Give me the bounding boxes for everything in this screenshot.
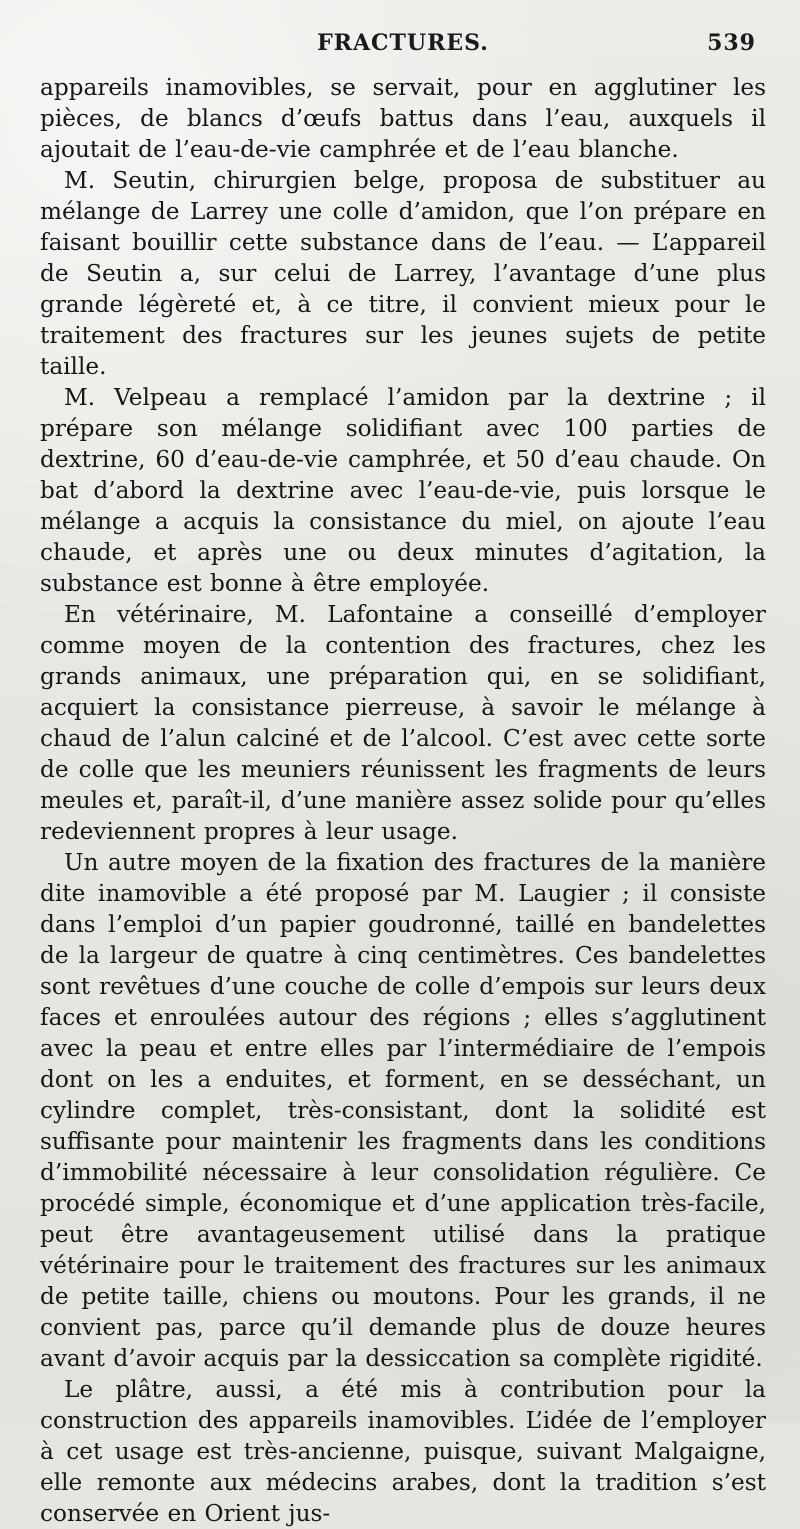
paragraph: En vétérinaire, M. Lafontaine a conseillé d’employer comme moyen de la contention des fractures, chez les grands animaux, une préparation qui, en se solidifiant, acquiert la consistance pierreuse, à savoir le mélange à chaud de l’alun calciné et de l’alcool. C’est avec cette sorte de colle que les meuniers réunissent les fragments de leurs meules et, paraît-il, d’une manière assez solide pour qu’elles redeviennent propres à leur usage. <box>40 601 766 845</box>
paragraph: M. Velpeau a remplacé l’amidon par la dextrine ; il prépare son mélange solidifiant avec 100 parties de dextrine, 60 d’eau-de-vie camphrée, et 50 d’eau chaude. On bat d’abord la dextrine avec l’eau-de-vie, puis lorsque le mélange a acquis la consistance du miel, on ajoute l’eau chaude, et après une ou deux minutes d’agitation, la substance est bonne à être employée. <box>40 384 766 597</box>
paragraph: Le plâtre, aussi, a été mis à contribution pour la construction des appareils inamovibles. L’idée de l’employer à cet usage est très-ancienne, puisque, suivant Malgaigne, elle remonte aux médecins arabes, dont la tradition s’est conservée en Orient jus- <box>40 1376 766 1527</box>
running-header <box>40 26 766 64</box>
chapter-title: FRACTURES. <box>317 30 489 56</box>
paragraph: M. Seutin, chirurgien belge, proposa de substituer au mélange de Larrey une colle d’amidon, que l’on prépare en faisant bouillir cette substance dans de l’eau. — L’appareil de Seutin a, sur celui de Larrey, l’avantage d’une plus grande légèreté et, à ce titre, il convient mieux pour le traitement des fractures sur les jeunes sujets de petite taille. <box>40 167 766 380</box>
page-number: 539 <box>707 30 756 56</box>
paragraph: appareils inamovibles, se servait, pour en agglutiner les pièces, de blancs d’œufs battus dans l’eau, auxquels il ajoutait de l’eau-de-vie camphrée et de l’eau blanche. <box>40 74 766 163</box>
body-text <box>40 72 766 1529</box>
paragraph: Un autre moyen de la fixation des fractures de la manière dite inamovible a été proposé par M. Laugier ; il consiste dans l’emploi d’un papier goudronné, taillé en bandelettes de la largeur de quatre à cinq centimètres. Ces bandelettes sont revêtues d’une couche de colle d’empois sur leurs deux faces et enroulées autour des régions ; elles s’agglutinent avec la peau et entre elles par l’intermédiaire de l’empois dont on les a enduites, et forment, en se desséchant, un cylindre complet, très-consistant, dont la solidité est suffisante pour maintenir les fragments dans les conditions d’immobilité nécessaire à leur consolidation régulière. Ce procédé simple, économique et d’une application très-facile, peut être avantageusement utilisé dans la pratique vétérinaire pour le traitement des fractures sur les animaux de petite taille, chiens ou moutons. Pour les grands, il ne convient pas, parce qu’il demande plus de douze heures avant d’avoir acquis par la dessiccation sa complète rigidité. <box>40 849 766 1372</box>
